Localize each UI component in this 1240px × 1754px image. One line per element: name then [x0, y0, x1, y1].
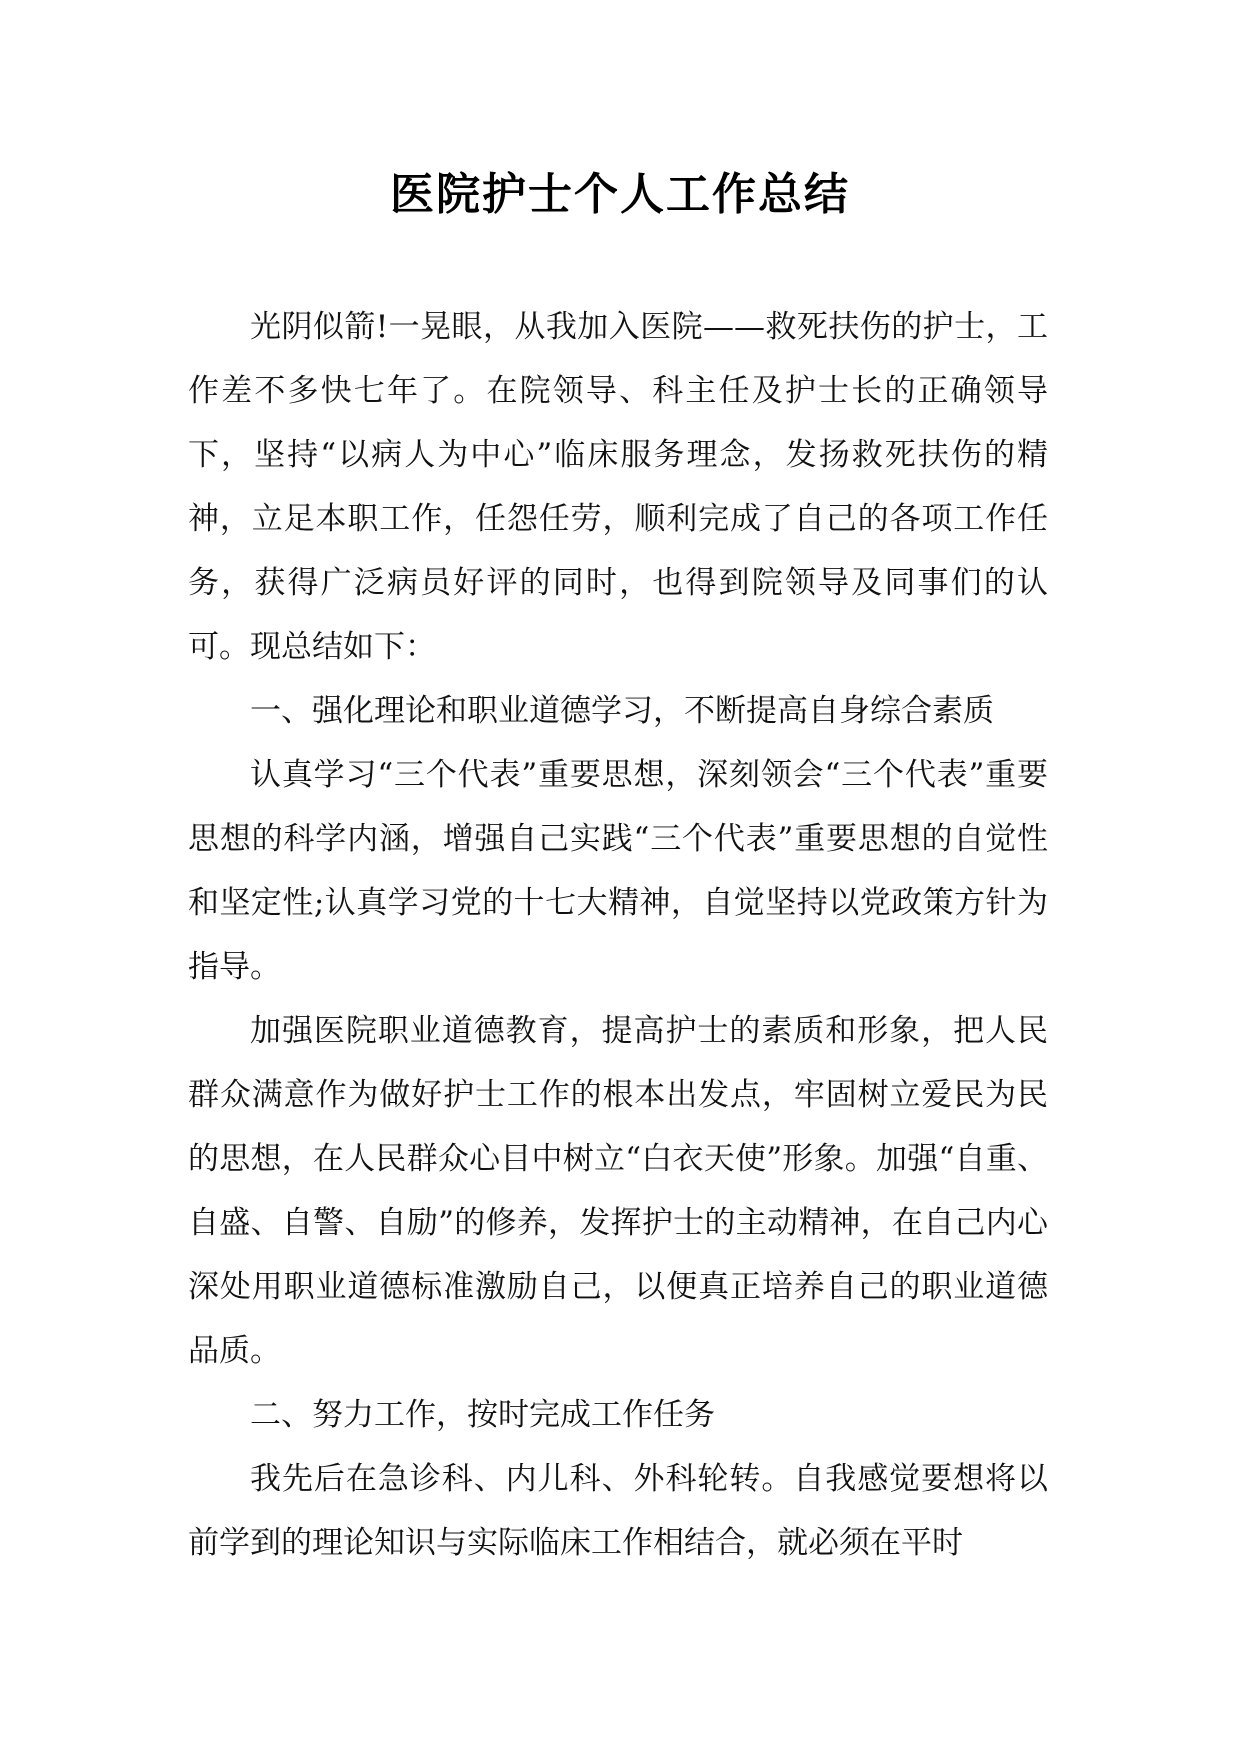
document-title: 医院护士个人工作总结: [390, 169, 850, 220]
paragraph-ethics: 加强医院职业道德教育，提高护士的素质和形象，把人民群众满意作为做好护士工作的根本出发点，牢固树立爱民为民的思想，在人民群众心目中树立“白衣天使”形象。加强“自重、自盛、自警、自励”的修养，发挥护士的主动精神，在自己内心深处用职业道德标准激励自己，以便真正培养自己的职业道德品质。: [188, 1013, 1048, 1369]
paragraph-study: 认真学习“三个代表”重要思想，深刻领会“三个代表”重要思想的科学内涵，增强自己实践“三个代表”重要思想的自觉性和坚定性;认真学习党的十七大精神，自觉坚持以党政策方针为指导。: [188, 757, 1048, 985]
paragraph-intro: 光阴似箭!一晃眼，从我加入医院——救死扶伤的护士，工作差不多快七年了。在院领导、科主任及护士长的正确领导下，坚持“以病人为中心”临床服务理念，发扬救死扶伤的精神，立足本职工作，任怨任劳，顺利完成了自己的各项工作任务，获得广泛病员好评的同时，也得到院领导及同事们的认可。现总结如下：: [188, 309, 1048, 665]
section-heading-2: 二、努力工作，按时完成工作任务: [250, 1397, 715, 1433]
document-body: [188, 295, 1048, 1575]
section-heading-1: 一、强化理论和职业道德学习，不断提高自身综合素质: [250, 693, 994, 729]
paragraph-rotation: 我先后在急诊科、内儿科、外科轮转。自我感觉要想将以前学到的理论知识与实际临床工作相结合，就必须在平时: [188, 1461, 1048, 1561]
